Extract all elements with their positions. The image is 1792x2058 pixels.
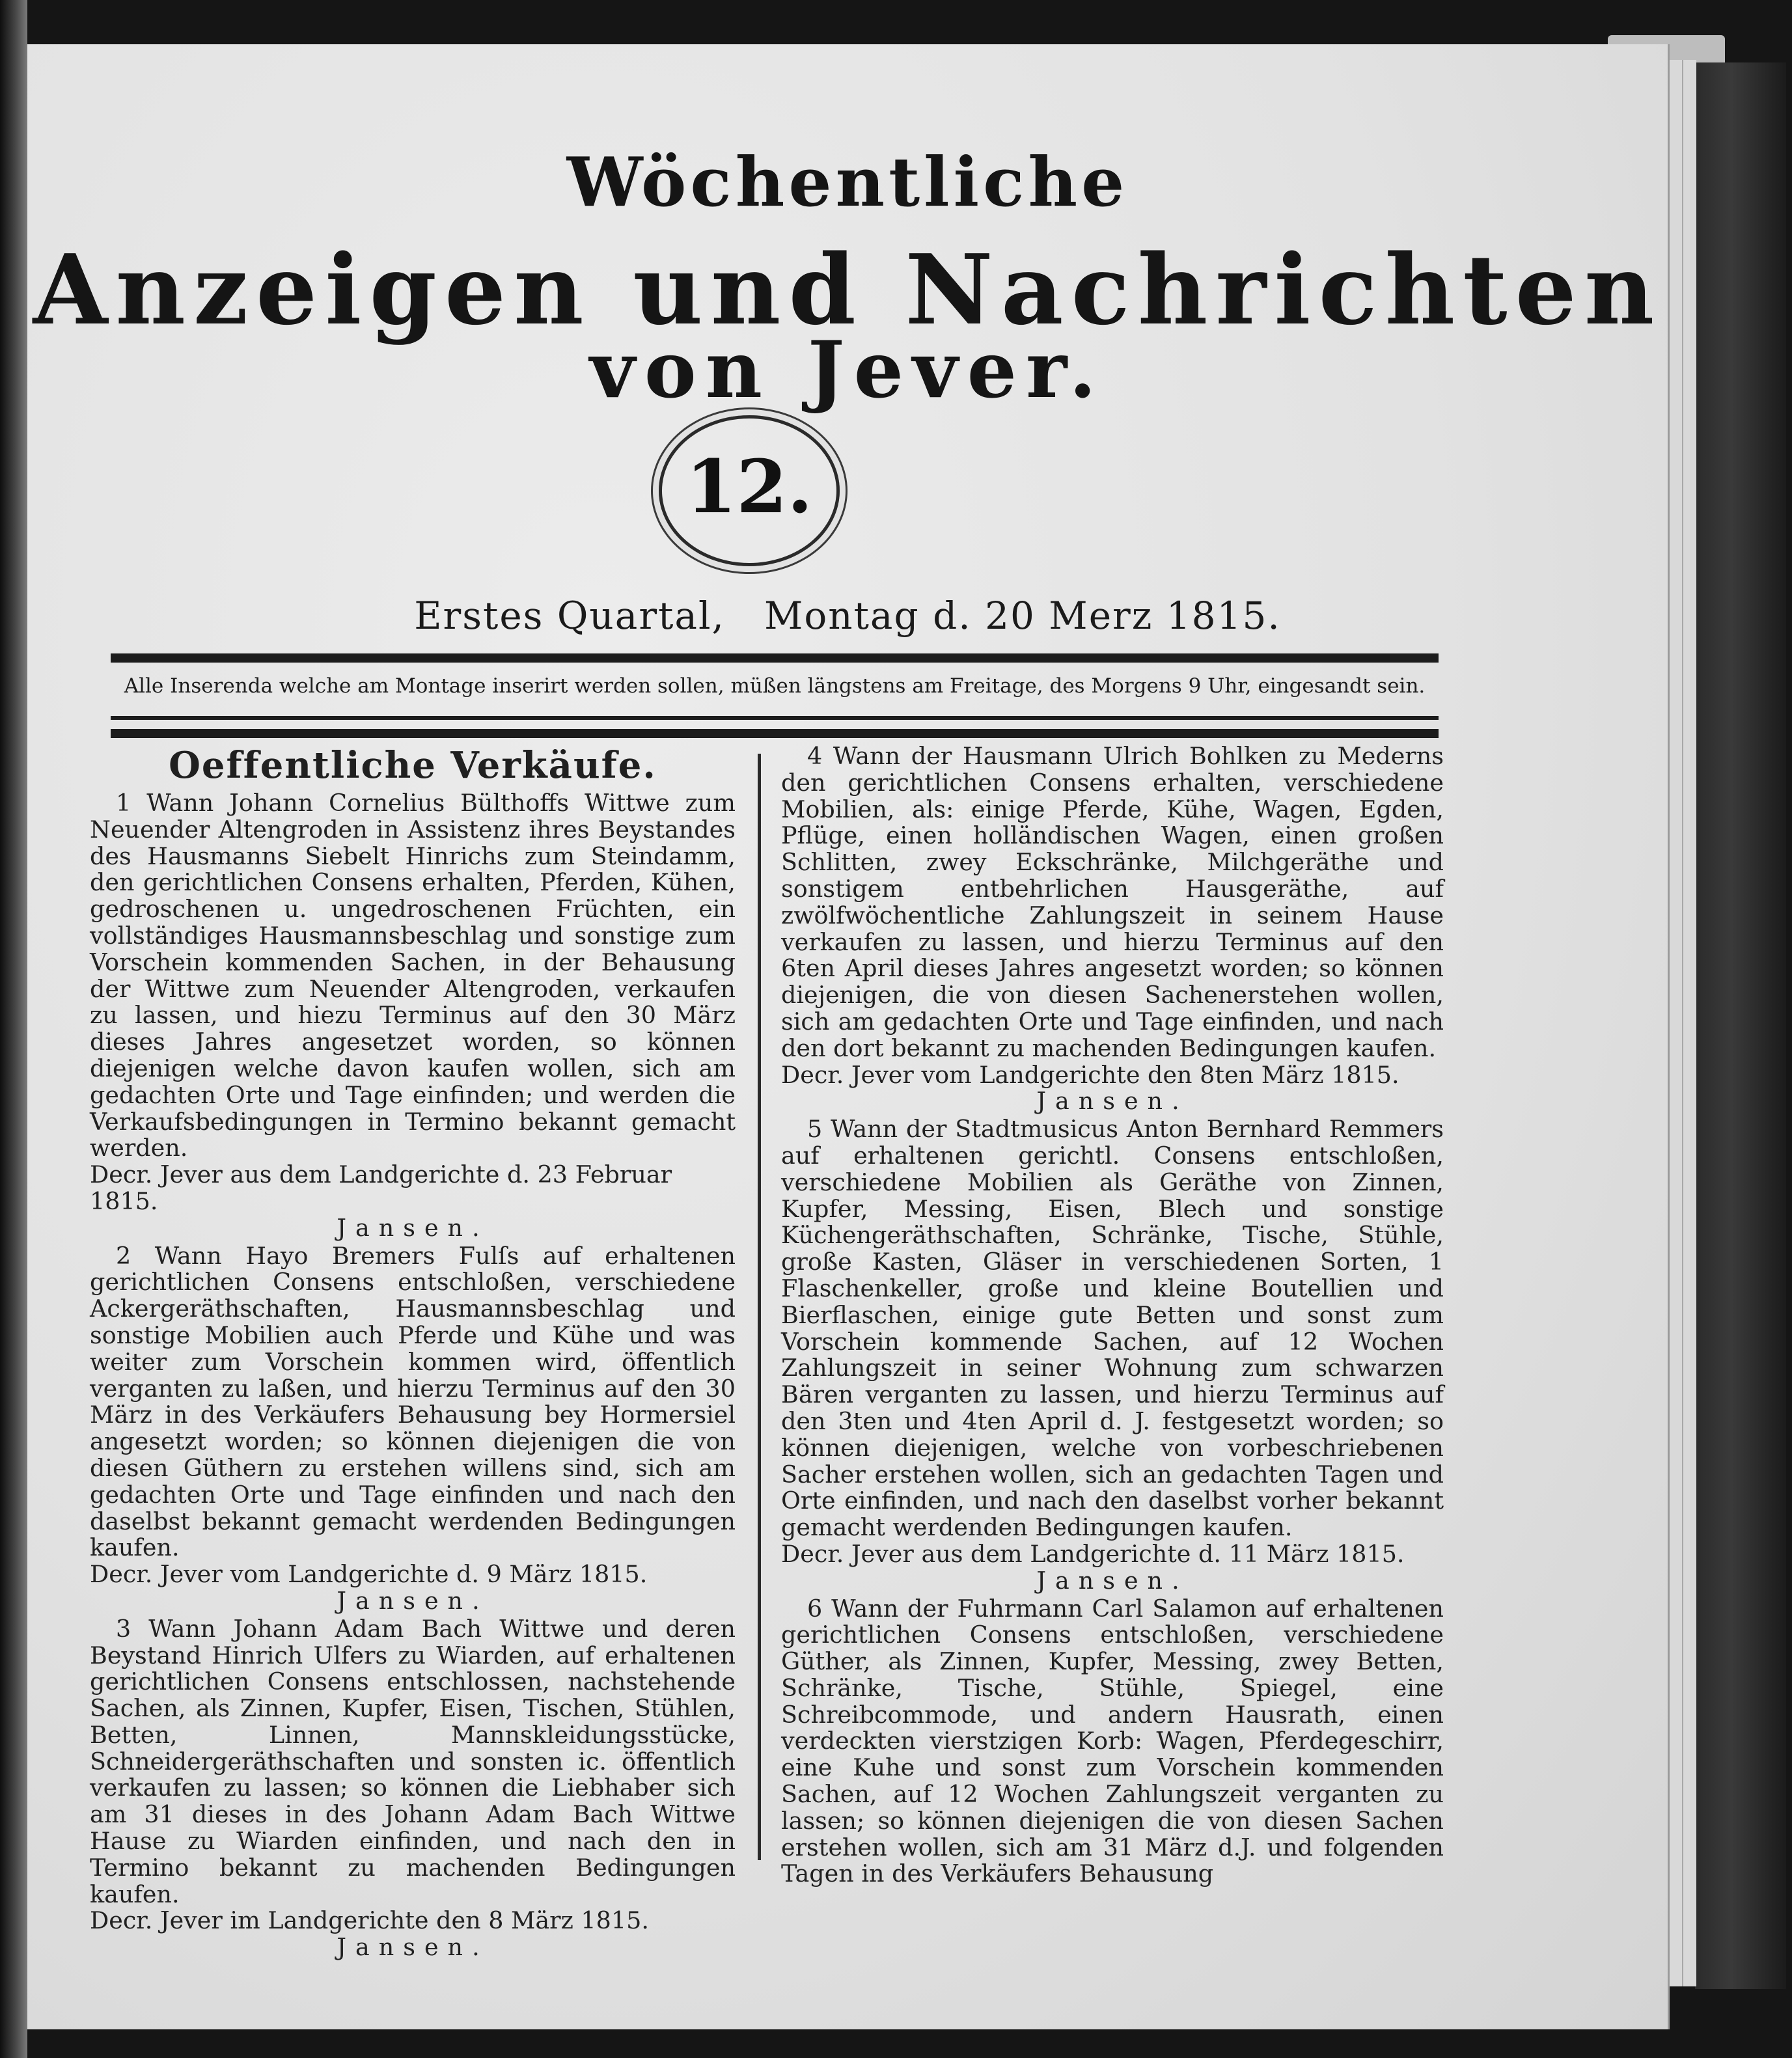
dateline-date: Montag d. 20 Merz 1815.: [764, 594, 1281, 638]
masthead-line-2: Anzeigen und Nachrichten: [33, 233, 1662, 346]
ad-text: 6 Wann der Fuhrmann Carl Salamon auf erhaltenen gerichtlichen Consens entschloßen, verschiedene Güther, als Zinnen, Kupfer, Messing, zwey Betten, Schränke, Tische, Stühle, Spiegel, eine Schreibcommode, und andern Hausrath, einen verdeckten vierstzigen Korb: Wagen, Pferdegeschirr, eine Kuhe und sonst zum Vorschein kommenden Sachen, auf 12 Wochen Zahlungszeit verganten zu lassen; so können diejenigen die von diesen Sachen erstehen wollen, sich am 31 März d.J. und folgenden Tagen in des Verkäufers Behausung: [781, 1594, 1444, 1888]
ad-text: 3 Wann Johann Adam Bach Wittwe und deren Beystand Hinrich Ulfers zu Wiarden, auf erhaltenen gerichtlichen Consens entschlossen, nachstehende Sachen, als Zinnen, Kupfer, Eisen, Tischen, Stühlen, Betten, Linnen, Mannskleidungsstücke, Schneidergeräthschaften und sonsten ic. öffentlich verkaufen zu lassen; so können die Liebhaber sich am 31 dieses in des Johann Adam Bach Wittwe Hause zu Wiarden einfinden, und nach den in Termino bekannt zu machenden Bedingungen kaufen.: [90, 1614, 736, 1908]
cover-board: [1695, 62, 1786, 1989]
column-right: [781, 743, 1444, 1887]
ad-decree: Decr. Jever im Landgerichte den 8 März 1815.: [90, 1906, 649, 1935]
ad-signature: Jansen.: [337, 1586, 489, 1615]
binding-left-edge: [0, 0, 27, 2058]
ad-text: 1 Wann Johann Cornelius Bülthoffs Wittwe zum Neuender Altengroden in Assistenz ihres Beystandes des Hausmanns Siebelt Hinrichs zum Steindamm, den gerichtlichen Consens erhalten, Pferden, Kühen, gedroschenen u. ungedroschenen Früchten, ein vollständiges Hausmannsbeschlag und sonstige zum Vorschein kommenden Sachen, in der Behausung der Wittwe zum Neuender Altengroden, verkaufen zu lassen, und hiezu Terminus auf den 30 März dieses Jahres angesetzet worden, so können diejenigen welche davon kaufen wollen, sich am gedachten Orte und Tage einfinden; und werden die Verkaufsbedingungen in Termino bekannt gemacht werden.: [90, 789, 736, 1162]
ad-signature: Jansen.: [1036, 1087, 1189, 1116]
issue-number: 12.: [685, 445, 813, 530]
heavy-rule: [111, 729, 1439, 738]
ad-entry: [90, 1616, 736, 1961]
ad-signature: Jansen.: [1036, 1566, 1189, 1595]
ad-text: 2 Wann Hayo Bremers Fulſs auf erhaltenen gerichtlichen Consens entschloßen, verschiedene Ackergeräthschaften, Hausmannsbeschlag und sonstige Mobilien auch Pferde und Kühe und was weiter zum Vorschein kommen wird, öffentlich verganten zu laßen, und hierzu Terminus auf den 30 März in des Verkäufers Behausung bey Hormersiel angesetzt worden; so können diejenigen die von diesen Güthern zu erstehen willens sind, sich am gedachten Orte und Tage einfinden und nach den daselbst bekannt gemacht werdenden Bedingungen kaufen.: [90, 1241, 736, 1562]
column-left: [90, 743, 736, 1962]
ad-decree: Decr. Jever aus dem Landgerichte d. 11 März 1815.: [781, 1539, 1405, 1568]
ad-decree: Decr. Jever vom Landgerichte d. 9 März 1815.: [90, 1560, 648, 1589]
ad-signature: Jansen.: [337, 1933, 489, 1962]
ad-entry: [781, 1116, 1444, 1594]
ad-decree: Decr. Jever vom Landgerichte den 8ten März 1815.: [781, 1060, 1399, 1089]
ad-text: 5 Wann der Stadtmusicus Anton Bernhard Remmers auf erhaltenen gerichtl. Consens entschloßen, verschiedene Mobilien als Geräthe von Zinnen, Kupfer, Messing, Eisen, Blech und sonstige Küchengeräthschaften, Schränke, Tische, Stühle, große Kasten, Gläser in verschiedenen Sorten, 1 Flaschenkeller, große und kleine Boutellien und Bierflaschen, einige gute Betten und sonst zum Vorschein kommende Sachen, auf 12 Wochen Zahlungszeit in seiner Wohnung zum schwarzen Bären verganten zu lassen, und hierzu Terminus auf den 3ten und 4ten April d. J. festgesetzt worden; so können diejenigen, welche von vorbeschriebenen Sacher erstehen wollen, sich an gedachten Tagen und Orte einfinden, und nach den daselbst vorher bekannt gemacht werdenden Bedingungen kaufen.: [781, 1115, 1444, 1542]
issue-number-badge: [659, 415, 840, 566]
column-divider: [758, 754, 761, 1860]
ad-entry: [781, 1596, 1444, 1888]
dateline-quarter: Erstes Quartal,: [414, 594, 725, 638]
submission-notice: Alle Inserenda welche am Montage inserirt werden sollen, müßen längstens am Freitage, des Morgens 9 Uhr, eingesandt sein.: [124, 674, 1426, 698]
page-stack-edge: [1668, 60, 1682, 1986]
ad-entry: [781, 743, 1444, 1115]
ad-decree: Decr. Jever aus dem Landgerichte d. 23 Februar 1815.: [90, 1160, 672, 1215]
masthead-line-3: von Jever.: [590, 324, 1105, 416]
thin-rule: [111, 716, 1439, 720]
masthead-line-1: Wöchentliche: [566, 142, 1129, 222]
ad-signature: Jansen.: [337, 1213, 489, 1242]
dateline: [27, 594, 1668, 638]
ad-text: 4 Wann der Hausmann Ulrich Bohlken zu Mederns den gerichtlichen Consens erhalten, verschiedene Mobilien, als: einige Pferde, Kühe, Wagen, Egden, Pflüge, einen holländischen Wagen, einen großen Schlitten, zwey Eckschränke, Milchgeräthe und sonstigem entbehrlichen Hausgeräthe, auf zwölfwöchentliche Zahlungszeit in seinem Hause verkaufen zu lassen, und hierzu Terminus auf den 6ten April dieses Jahres angesetzt worden; so können diejenigen, die von diesen Sachenerstehen wollen, sich am gedachten Orte und Tage einfinden, und nach den dort bekannt zu machenden Bedingungen kaufen.: [781, 742, 1444, 1062]
top-heavy-rule: [111, 653, 1439, 663]
page-stack-edge: [1682, 60, 1696, 1986]
ad-entry: [90, 790, 736, 1242]
section-heading: Oeffentliche Verkäufe.: [169, 744, 657, 787]
newspaper-page: [27, 44, 1670, 2029]
ad-entry: [90, 1243, 736, 1615]
